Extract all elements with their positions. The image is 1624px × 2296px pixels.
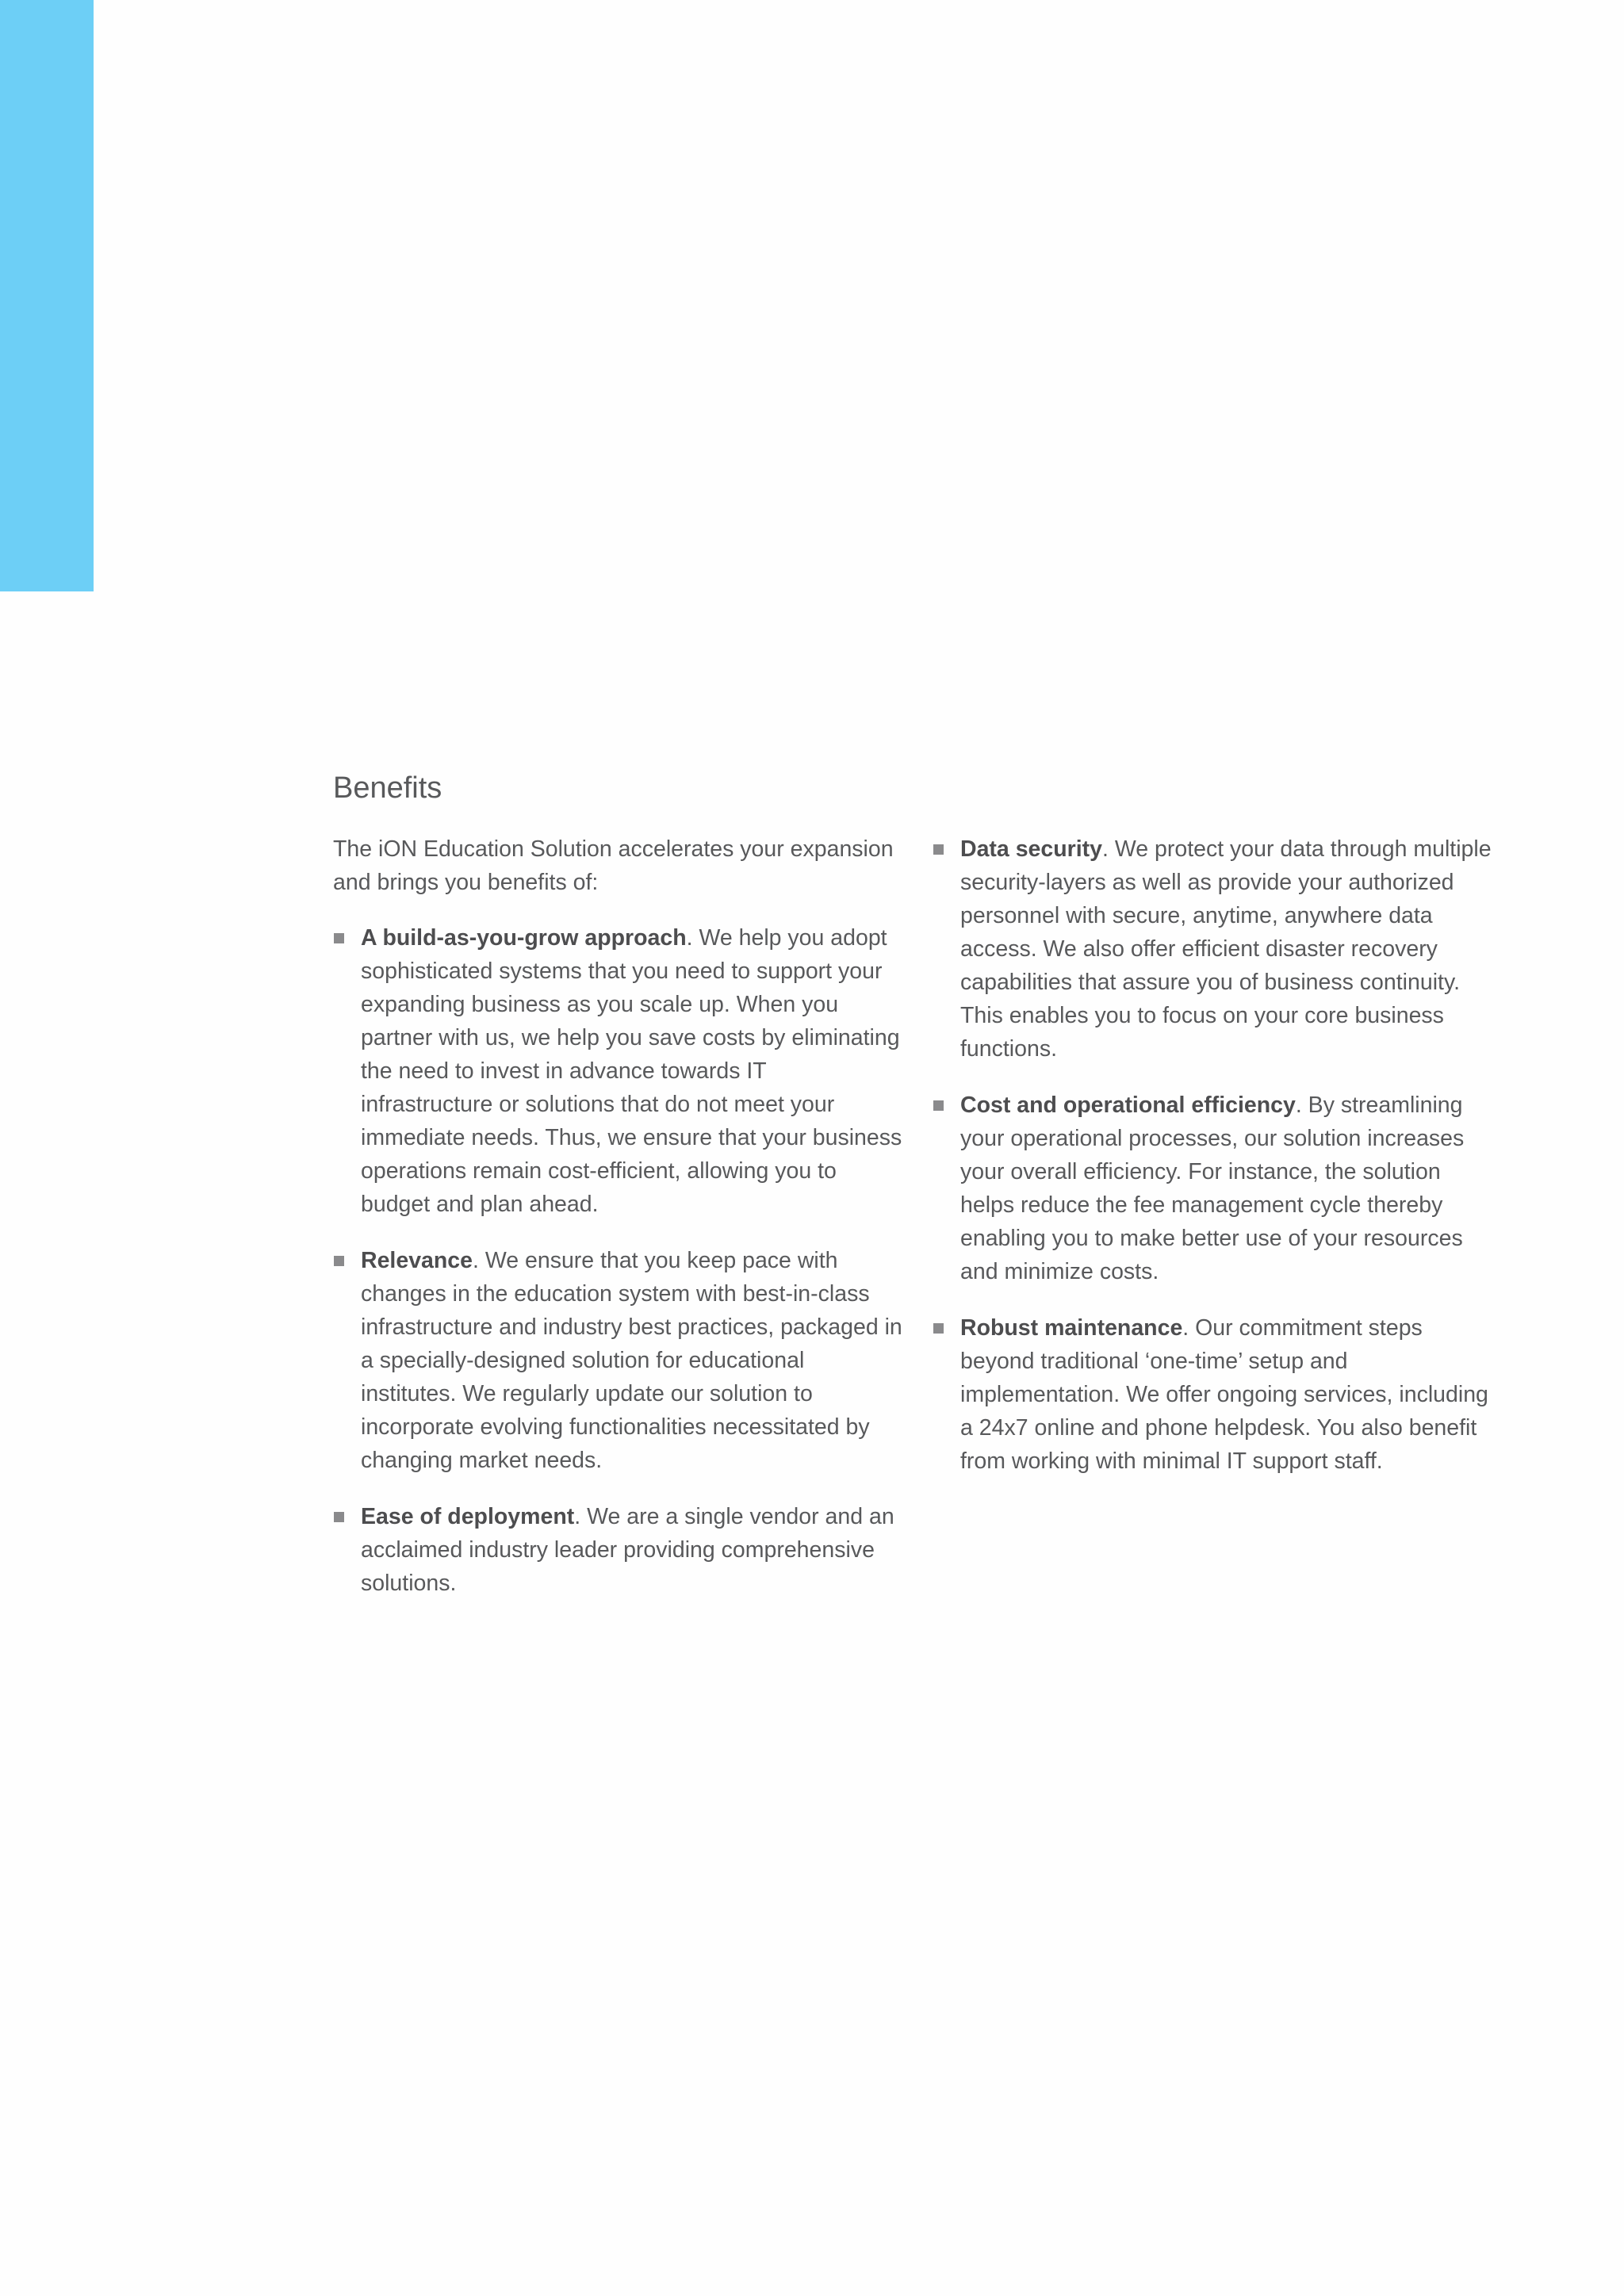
benefit-item xyxy=(333,921,904,1221)
benefit-text: . Our commitment steps beyond traditional ‘one-time’ setup and implementation. We offer ongoing services, including a 24x7 online and phone helpdesk. You also benefit from working with minimal IT support staff. xyxy=(960,1315,1488,1474)
benefit-text: . We ensure that you keep pace with changes in the education system with best-in-class infrastructure and industry best practices, packaged in a specially-designed solution for educational institutes. We regularly update our solution to incorporate evolving functionalities necessitated by changing market needs. xyxy=(361,1248,902,1473)
benefit-title: Data security xyxy=(960,836,1103,862)
benefit-text: . By streamlining your operational processes, our solution increases your overall efficiency. For instance, the solution helps reduce the fee management cycle thereby enabling you to make better use of your resources and minimize costs. xyxy=(960,1093,1465,1284)
benefit-title: Ease of deployment xyxy=(361,1504,575,1529)
square-bullet-icon xyxy=(334,933,344,943)
benefit-title: Robust maintenance xyxy=(960,1315,1183,1341)
benefit-title: A build-as-you-grow approach xyxy=(361,925,687,951)
square-bullet-icon xyxy=(334,1256,344,1266)
square-bullet-icon xyxy=(933,1100,944,1111)
benefit-item xyxy=(333,1500,904,1600)
benefit-title: Relevance xyxy=(361,1248,473,1273)
benefit-item xyxy=(333,1244,904,1477)
accent-bar xyxy=(0,0,94,591)
square-bullet-icon xyxy=(933,1323,944,1334)
benefit-item xyxy=(933,832,1496,1066)
benefit-title: Cost and operational efficiency xyxy=(960,1093,1296,1118)
benefit-item xyxy=(933,1089,1496,1288)
square-bullet-icon xyxy=(933,844,944,855)
benefit-text: . We help you adopt sophisticated systems that you need to support your expanding business as you scale up. When you partner with us, we help you save costs by eliminating the need to invest in advance towards IT infrastructure or solutions that do not meet your immediate needs. Thus, we ensure that your business operations remain cost-efficient, allowing you to budget and plan ahead. xyxy=(361,925,902,1217)
page-heading: Benefits xyxy=(333,771,442,805)
benefit-text: . We are a single vendor and an acclaimed industry leader providing comprehensive solutions. xyxy=(361,1504,894,1596)
square-bullet-icon xyxy=(334,1512,344,1522)
benefit-item xyxy=(933,1311,1496,1478)
left-column xyxy=(333,832,904,1623)
benefit-text: . We protect your data through multiple security-layers as well as provide your authorized personnel with secure, anytime, anywhere data access. We also offer efficient disaster recovery capabilities that assure you of business continuity. This enables you to focus on your core business functions. xyxy=(960,836,1492,1062)
intro-paragraph: The iON Education Solution accelerates your expansion and brings you benefits of: xyxy=(333,836,894,895)
right-column xyxy=(933,832,1496,1501)
